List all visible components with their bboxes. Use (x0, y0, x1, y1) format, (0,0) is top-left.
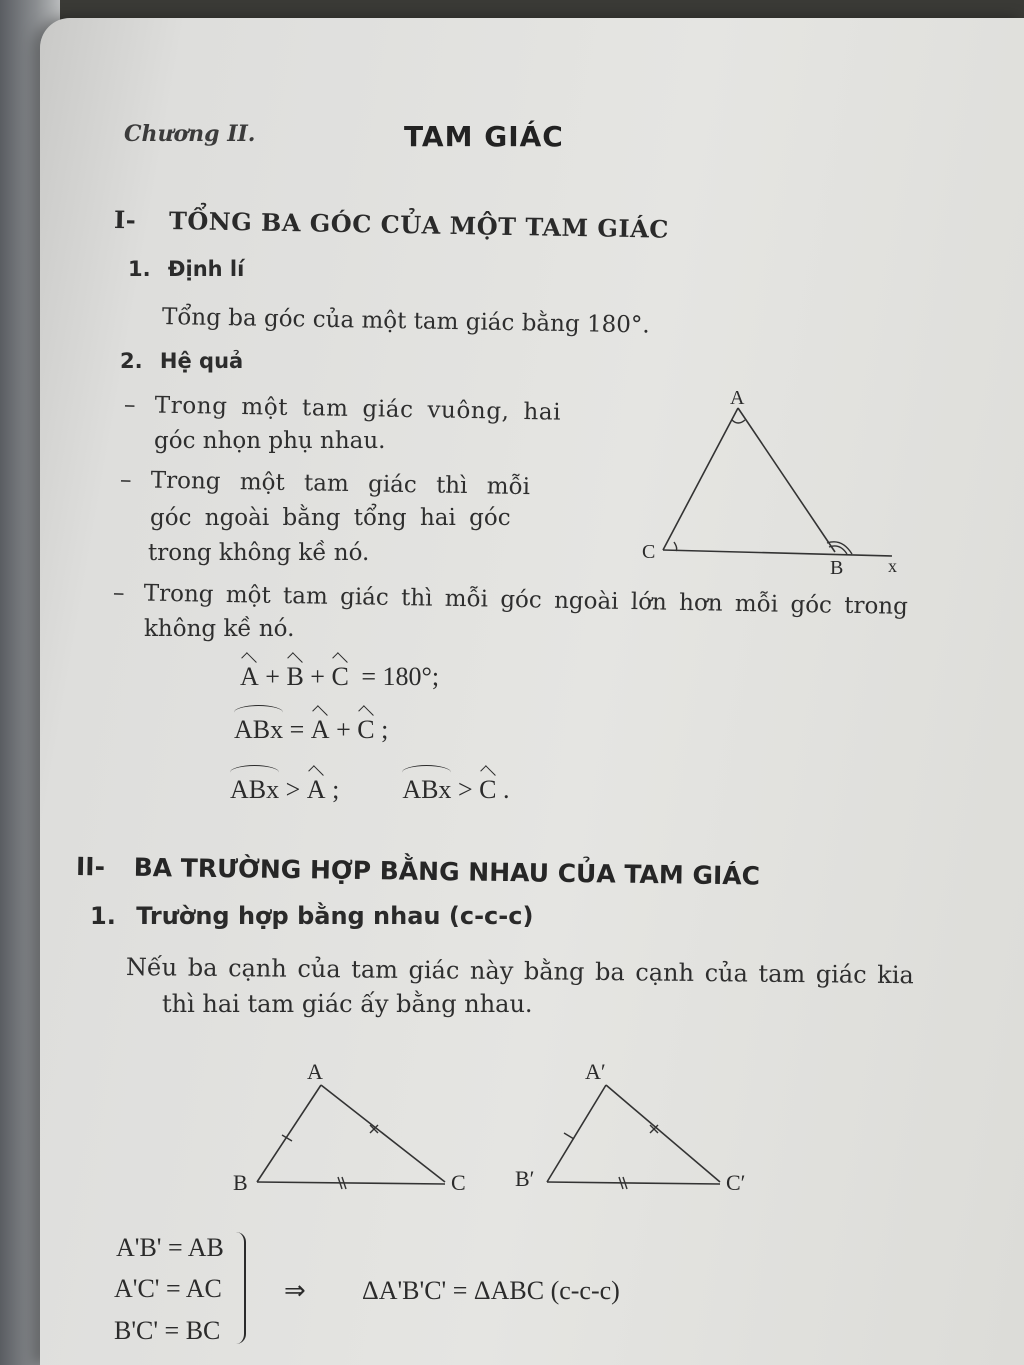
ccc-rule-line2: thì hai tam giác ấy bằng nhau. (162, 990, 533, 1018)
right-brace (232, 1232, 246, 1344)
implies-arrow: ⇒ (284, 1276, 306, 1305)
ray-label-x: x (888, 556, 897, 576)
bullet-1-dash: – (123, 392, 136, 419)
svg-text:A: A (307, 1059, 323, 1084)
svg-text:C′: C′ (726, 1170, 746, 1195)
sub2-number: 2. (120, 349, 143, 373)
angle-abx-arc: ABx (234, 715, 284, 744)
vertex-label-c: C (642, 541, 656, 563)
section2-title: BA TRƯỜNG HỢP BẰNG NHAU CỦA TAM GIÁC (133, 852, 761, 891)
section2-sub1 (90, 902, 533, 930)
bullet-3-line2: không kề nó. (144, 616, 295, 642)
bullet-2-line3: trong không kề nó. (148, 540, 370, 566)
formula-exterior-equals: ABx = A + C ; (234, 715, 389, 744)
condition-2: A'C' = AC (114, 1274, 222, 1303)
bullet-2-dash: – (119, 467, 132, 494)
angle-c-hat: C (331, 662, 349, 691)
theorem-text: Tổng ba góc của một tam giác bằng 180°. (161, 304, 650, 339)
section1-title: TỔNG BA GÓC CỦA MỘT TAM GIÁC (168, 205, 670, 244)
bullet-3-dash: – (112, 580, 125, 607)
sub1-number: 1. (128, 257, 151, 281)
condition-3: B'C' = BC (114, 1316, 221, 1345)
triangle-figure-exterior-angle (630, 380, 910, 580)
angle-mark-b-ext-1 (827, 542, 852, 554)
chapter-title: TAM GIÁC (404, 120, 564, 153)
s2-sub1-number: 1. (90, 902, 116, 930)
side-ab (738, 408, 835, 552)
condition-1: A'B' = AB (116, 1233, 224, 1262)
vertex-label-b: B (830, 557, 844, 579)
side-cb-extended (663, 550, 892, 556)
tick-a1b1 (564, 1133, 574, 1139)
angle-b-hat: B (286, 662, 304, 691)
congruence-conclusion: ΔA'B'C' = ΔABC (c-c-c) (362, 1276, 620, 1305)
s2-sub1-label: Trường hợp bằng nhau (c-c-c) (136, 902, 534, 930)
svg-text:B′: B′ (515, 1166, 535, 1191)
angle-mark-a (732, 420, 745, 423)
chapter-label: Chương II. (124, 121, 256, 147)
bullet-2-line2: góc ngoài bằng tổng hai góc (150, 505, 511, 531)
angle-a-hat: A (240, 662, 259, 691)
section2-number: II- (75, 852, 106, 882)
svg-text:A′: A′ (585, 1059, 606, 1084)
section1-sub2 (120, 349, 243, 373)
section1-number: I- (113, 205, 137, 235)
svg-text:B: B (233, 1170, 248, 1195)
triangle-a-prime-b-prime-c-prime (515, 1059, 746, 1195)
ccc-rule-line1: Nếu ba cạnh của tam giác này bằng ba cạnh của tam giác kia (125, 953, 914, 990)
section1-sub1 (128, 257, 244, 281)
bullet-3-line1: – Trong một tam giác thì mỗi góc ngoài lớn hơn mỗi góc trong (112, 580, 909, 620)
triangle-abc (233, 1059, 466, 1195)
bullet-1-line1: – Trong một tam giác vuông, hai (123, 392, 562, 426)
sub2-label: Hệ quả (159, 349, 244, 373)
bullet-1-line2: góc nhọn phụ nhau. (154, 428, 386, 454)
formula-exterior-greater: ABx > A ; ABx > C . (230, 775, 510, 804)
bullet-2-line1: – Trong một tam giác thì mỗi (119, 467, 531, 501)
sub1-label: Định lí (167, 257, 245, 281)
formula-angle-sum: A + B + C = 180°; (240, 662, 440, 691)
side-ac (663, 408, 738, 550)
congruent-triangles-figure (225, 1055, 765, 1200)
vertex-label-a: A (730, 387, 745, 409)
svg-text:C: C (451, 1170, 466, 1195)
